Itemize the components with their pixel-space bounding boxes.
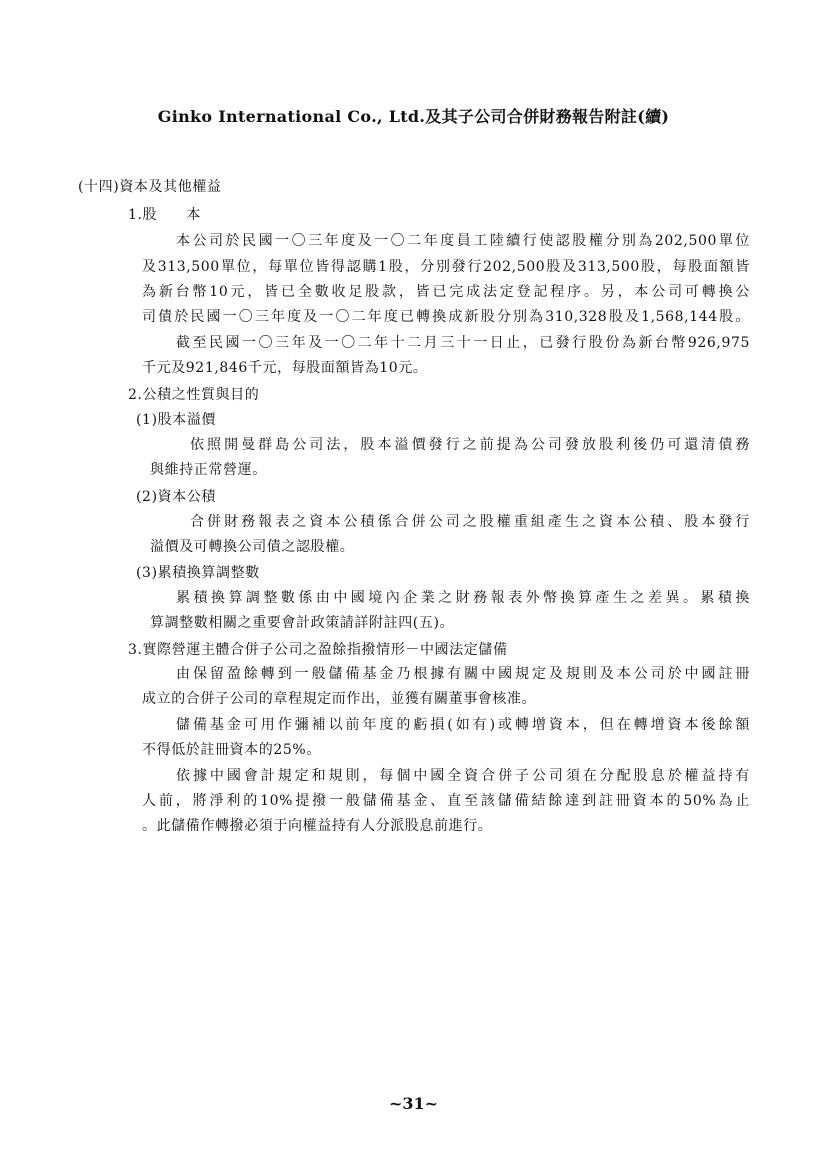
item3-heading: 3.實際營運主體合併子公司之盈餘指撥情形－中國法定儲備 xyxy=(128,642,508,658)
sub2-heading: (2)資本公積 xyxy=(136,489,217,505)
paragraph-line: 算調整數相關之重要會計政策請詳附註四(五)。 xyxy=(150,615,455,631)
paragraph-line: 溢價及可轉換公司債之認股權。 xyxy=(150,539,355,555)
page-number: ~31~ xyxy=(388,1094,439,1113)
paragraph-line: 本公司於民國一〇三年度及一〇二年度員工陸續行使認股權分別為202,500單位 xyxy=(176,233,750,249)
section-heading: (十四)資本及其他權益 xyxy=(78,179,222,195)
paragraph-line: 與維持正常營運。 xyxy=(150,462,267,478)
paragraph-line: 累積換算調整數係由中國境內企業之財務報表外幣換算產生之差異。累積換 xyxy=(176,590,750,606)
paragraph-line: 為新台幣10元，皆已全數收足股款，皆已完成法定登記程序。另，本公司可轉換公 xyxy=(142,284,750,300)
item2-heading: 2.公積之性質與目的 xyxy=(128,387,260,403)
paragraph-line: 不得低於註冊資本的25%。 xyxy=(142,742,321,758)
page-title: Ginko International Co., Ltd.及其子公司合併財務報告附註(續) xyxy=(157,107,670,126)
paragraph-line: 儲備基金可用作彌補以前年度的虧損(如有)或轉增資本，但在轉增資本後餘額 xyxy=(176,717,750,733)
paragraph-line: 及313,500單位，每單位皆得認購1股，分別發行202,500股及313,500股，每股面額皆 xyxy=(142,259,750,275)
paragraph-line: 千元及921,846千元，每股面額皆為10元。 xyxy=(142,360,428,376)
paragraph-line: 司債於民國一〇三年度及一〇二年度已轉換成新股分別為310,328股及1,568,144股。 xyxy=(142,309,750,325)
paragraph-line: 。此儲備作轉撥必須于向權益持有人分派股息前進行。 xyxy=(142,818,493,834)
paragraph-line: 成立的合併子公司的章程規定而作出，並獲有關董事會核准。 xyxy=(142,691,537,707)
paragraph-line: 人前，將淨利的10%提撥一般儲備基金、直至該儲備結餘達到註冊資本的50%為止 xyxy=(142,793,750,809)
sub3-heading: (3)累積換算調整數 xyxy=(136,565,260,581)
paragraph-line: 由保留盈餘轉到一般儲備基金乃根據有關中國規定及規則及本公司於中國註冊 xyxy=(176,666,750,682)
paragraph-line: 截至民國一〇三年及一〇二年十二月三十一日止，已發行股份為新台幣926,975 xyxy=(176,335,750,351)
paragraph-line: 合併財務報表之資本公積係合併公司之股權重組產生之資本公積、股本發行 xyxy=(190,514,750,530)
item1-heading: 1.股 本 xyxy=(128,207,201,223)
sub1-heading: (1)股本溢價 xyxy=(136,412,217,428)
paragraph-line: 依據中國會計規定和規則，每個中國全資合併子公司須在分配股息於權益持有 xyxy=(176,768,750,784)
paragraph-line: 依照開曼群島公司法，股本溢價發行之前提為公司發放股利後仍可還清債務 xyxy=(190,437,750,453)
